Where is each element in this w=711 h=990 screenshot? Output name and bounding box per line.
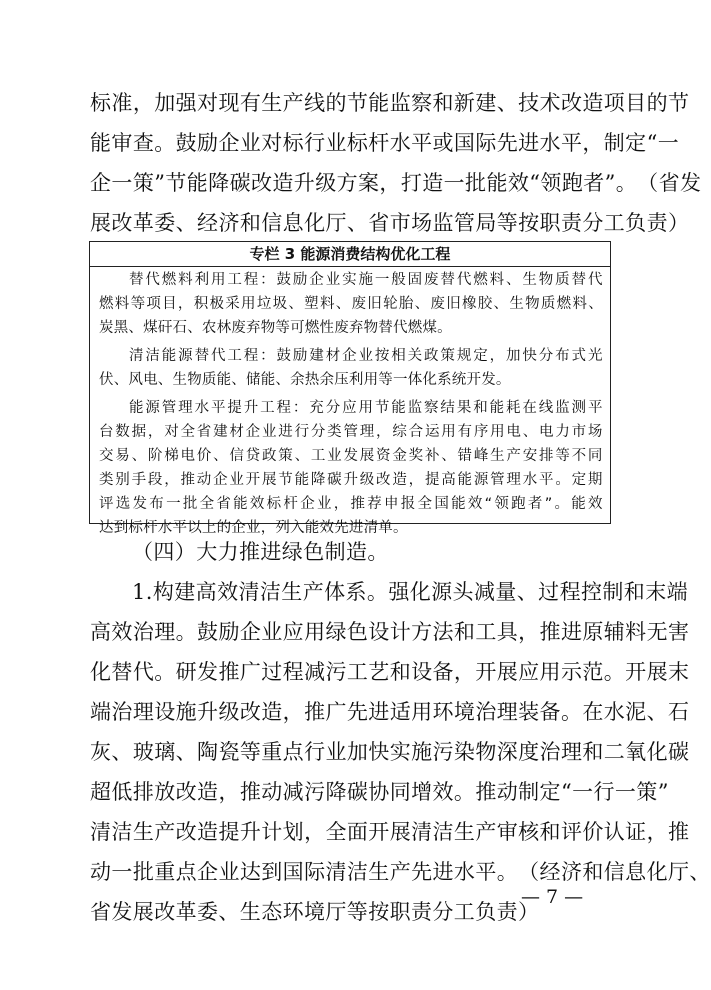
body-line: 清 洁 生 产 改 造 提 升 计 划 ， 全 面 开 展 清 洁 生 产 审 核 和 评 价 认 证 ， 推 [90, 820, 690, 844]
body-line: 端 治 理 设 施 升 级 改 造 ， 推 广 先 进 适 用 环 境 治 理 装 备 。 在 水 泥 、 石 [90, 700, 690, 724]
page-number: — 7 — [521, 886, 584, 908]
body-line: 高 效 治 理 。 鼓 励 企 业 应 用 绿 色 设 计 方 法 和 工 具 ， 推 进 原 辅 料 无 害 [90, 620, 690, 644]
intro-line: 企 一 策 ” 节 能 降 碳 改 造 升 级 方 案 ， 打 造 一 批 能 效 “ 领 跑 者 ” 。 （ 省 发 [90, 171, 702, 195]
box-line: 台 数 据 ， 对 全 省 建 材 企 业 进 行 分 类 管 理 ， 综 合 运 用 有 序 用 电 、 电 力 市 场 [99, 424, 603, 440]
intro-line: 展 改 革 委 、 经 济 和 信 息 化 厅 、 省 市 场 监 管 局 等 按 职 责 分 工 负 责 ） [90, 211, 690, 235]
box-line: 交 易 、 阶 梯 电 价 、 信 贷 政 策 、 工 业 发 展 资 金 奖 补 、 错 峰 生 产 安 排 等 不 同 [99, 448, 603, 464]
intro-line: 标 准 ， 加 强 对 现 有 生 产 线 的 节 能 监 察 和 新 建 、 技 术 改 造 项 目 的 节 [90, 91, 690, 115]
body-line: 灰 、 玻 璃 、 陶 瓷 等 重 点 行 业 加 快 实 施 污 染 物 深 度 治 理 和 二 氧 化 碳 [90, 740, 690, 764]
section-heading: （四）大力推进绿色制造。 [132, 540, 389, 564]
box-line: 燃 料 等 项 目 ， 积 极 采 用 垃 圾 、 塑 料 、 废 旧 轮 胎 、 废 旧 橡 胶 、 生 物 质 燃 料 、 [99, 296, 603, 312]
box-line: 伏、风电、生物质能、储能、余热余压利用等一体化系统开发。 [99, 372, 511, 388]
box-line: 达到标杆水平以上的企业，列入能效先进清单。 [99, 520, 408, 536]
box-line: 类 别 手 段 ， 推 动 企 业 开 展 节 能 降 碳 升 级 改 造 ， 提 高 能 源 管 理 水 平 。 定 期 [99, 472, 603, 488]
box-line: 能 源 管 理 水 平 提 升 工 程 ： 充 分 应 用 节 能 监 察 结 果 和 能 耗 在 线 监 测 平 [129, 400, 603, 416]
column-box-title: 专栏 3 能源消费结构优化工程 [90, 242, 610, 267]
body-line: 化 替 代 。 研 发 推 广 过 程 减 污 工 艺 和 设 备 ， 开 展 应 用 示 范 。 开 展 末 [90, 660, 690, 684]
body-line: 1 . 构 建 高 效 清 洁 生 产 体 系 。 强 化 源 头 减 量 、 过 程 控 制 和 末 端 [132, 580, 688, 604]
box-line: 炭黑、煤矸石、农林废弃物等可燃性废弃物替代燃煤。 [99, 320, 452, 336]
box-line: 评 选 发 布 一 批 全 省 能 效 标 杆 企 业 ， 推 荐 申 报 全 国 能 效 “ 领 跑 者 ” 。 能 效 [99, 496, 603, 512]
body-line: 省发展改革委、生态环境厅等按职责分工负责） [90, 900, 540, 924]
intro-line: 能 审 查 。 鼓 励 企 业 对 标 行 业 标 杆 水 平 或 国 际 先 进 水 平 ， 制 定 “ 一 [90, 131, 680, 155]
box-line: 清 洁 能 源 替 代 工 程 ： 鼓 励 建 材 企 业 按 相 关 政 策 规 定 ， 加 快 分 布 式 光 [129, 348, 603, 364]
box-line: 替 代 燃 料 利 用 工 程 ： 鼓 励 企 业 实 施 一 般 固 废 替 代 燃 料 、 生 物 质 替 代 [129, 272, 603, 288]
body-line: 动 一 批 重 点 企 业 达 到 国 际 清 洁 生 产 先 进 水 平 。 （ 经 济 和 信 息 化 厅 、 [90, 860, 711, 884]
body-line: 超 低 排 放 改 造 ， 推 动 减 污 降 碳 协 同 增 效 。 推 动 制 定 “ 一 行 一 策 ” [90, 780, 669, 804]
